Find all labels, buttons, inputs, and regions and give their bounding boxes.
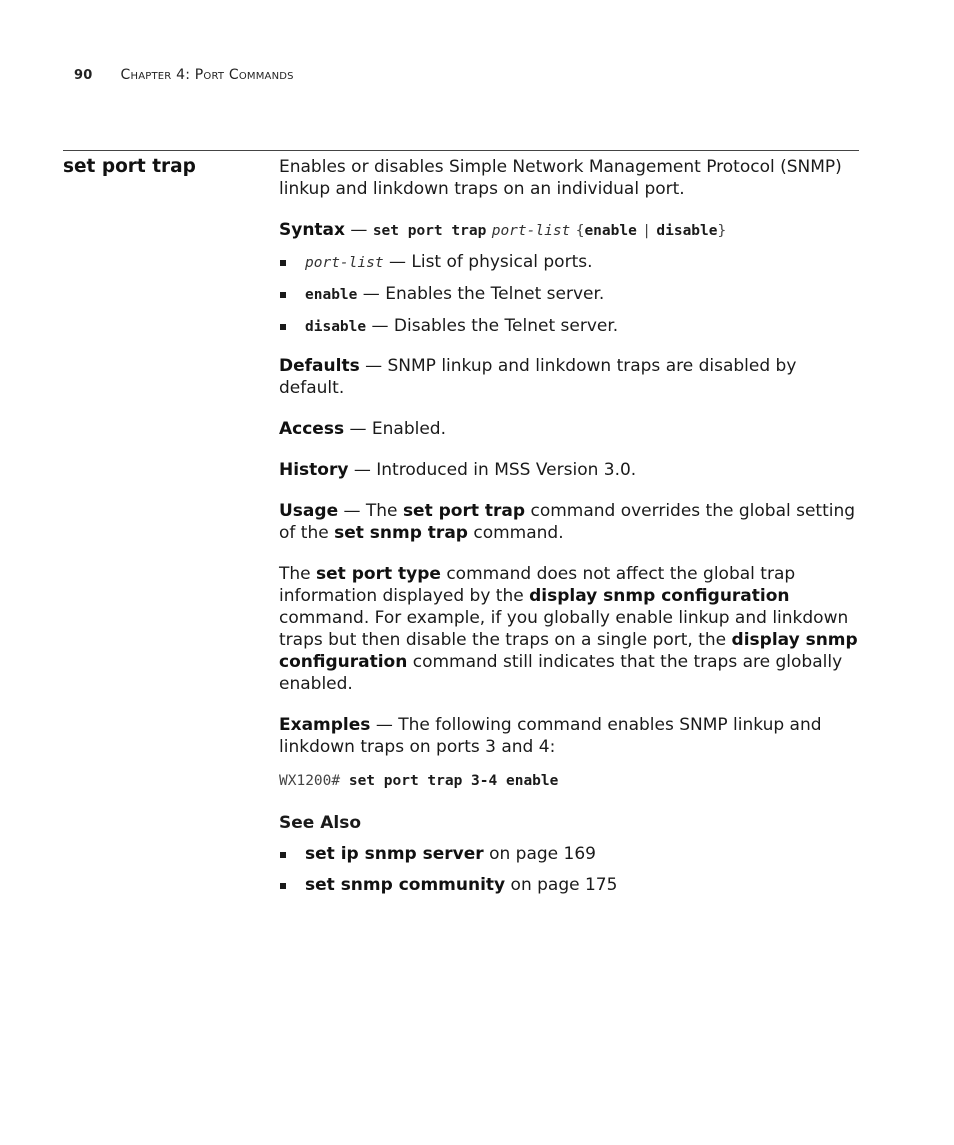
syntax-option-enable: enable — [584, 223, 637, 239]
param-term: disable — [305, 319, 367, 335]
page-number: 90 — [74, 68, 93, 83]
example-command: set port trap 3-4 enable — [348, 773, 559, 789]
see-also-page: on page 169 — [483, 844, 596, 864]
param-desc: — Enables the Telnet server. — [357, 284, 605, 304]
history-label: History — [279, 460, 349, 480]
syntax-brace-open: { — [575, 223, 585, 239]
section-divider — [63, 150, 859, 151]
syntax-brace-close: } — [717, 223, 727, 239]
access-paragraph — [279, 418, 859, 440]
usage-command-ref: display snmp configuration — [529, 586, 790, 606]
examples-text: — The following command enables SNMP linkup and linkdown traps on ports 3 and 4: — [279, 715, 822, 757]
usage-command-ref: display snmp configuration — [279, 630, 858, 672]
usage-detail-text: command still indicates that the traps are globally enabled. — [279, 652, 843, 694]
usage-text: command. — [467, 523, 564, 543]
param-term: enable — [305, 287, 358, 303]
examples-paragraph — [279, 714, 859, 758]
history-text: — Introduced in MSS Version 3.0. — [348, 460, 637, 480]
list-item — [279, 315, 859, 338]
param-term: port-list — [305, 255, 384, 271]
syntax-command: set port trap — [372, 223, 487, 239]
list-item — [279, 843, 859, 865]
section-body — [279, 156, 859, 913]
defaults-paragraph — [279, 355, 859, 399]
syntax-line — [279, 219, 859, 242]
history-paragraph — [279, 459, 859, 481]
see-also-list — [279, 843, 859, 896]
usage-text: — The — [338, 501, 403, 521]
syntax-label: Syntax — [279, 220, 345, 240]
syntax-separator: | — [642, 223, 651, 239]
param-desc: — Disables the Telnet server. — [366, 316, 619, 336]
usage-detail-text: The — [279, 564, 317, 584]
access-text: — Enabled. — [344, 419, 446, 439]
syntax-dash: — — [345, 220, 373, 240]
see-also-page: on page 175 — [505, 875, 618, 895]
list-item — [279, 874, 859, 896]
usage-command-ref: set port trap — [402, 501, 526, 521]
usage-detail-text: command does not affect the global trap information displayed by the — [279, 564, 796, 606]
usage-label: Usage — [279, 501, 339, 521]
examples-label: Examples — [279, 715, 371, 735]
param-desc: — List of physical ports. — [383, 252, 593, 272]
see-also-link[interactable]: set ip snmp server — [305, 844, 484, 864]
syntax-option-disable: disable — [656, 223, 718, 239]
running-head — [74, 67, 294, 83]
usage-detail-paragraph — [279, 563, 859, 695]
chapter-title: Chapter 4: Port Commands — [120, 67, 294, 83]
usage-text: command overrides the global setting of the — [279, 501, 856, 543]
section-title: set port trap — [63, 156, 196, 177]
defaults-label: Defaults — [279, 356, 360, 376]
example-prompt: WX1200# — [279, 773, 349, 789]
see-also-heading: See Also — [279, 813, 362, 833]
see-also-link[interactable]: set snmp community — [305, 875, 506, 895]
parameter-list — [279, 251, 859, 338]
usage-command-ref: set snmp trap — [334, 523, 468, 543]
usage-command-ref: set port type — [316, 564, 441, 584]
list-item — [279, 251, 859, 274]
syntax-argument: port-list — [491, 223, 571, 239]
defaults-text: — SNMP linkup and linkdown traps are disabled by default. — [279, 356, 797, 398]
list-item — [279, 283, 859, 306]
example-code — [279, 769, 859, 792]
usage-detail-text: command. For example, if you globally enable linkup and linkdown traps but then disable the traps on a single port, the — [279, 608, 849, 650]
intro-paragraph: Enables or disables Simple Network Management Protocol (SNMP) linkup and linkdown traps on an individual port. — [279, 157, 842, 199]
access-label: Access — [279, 419, 345, 439]
usage-paragraph — [279, 500, 859, 544]
